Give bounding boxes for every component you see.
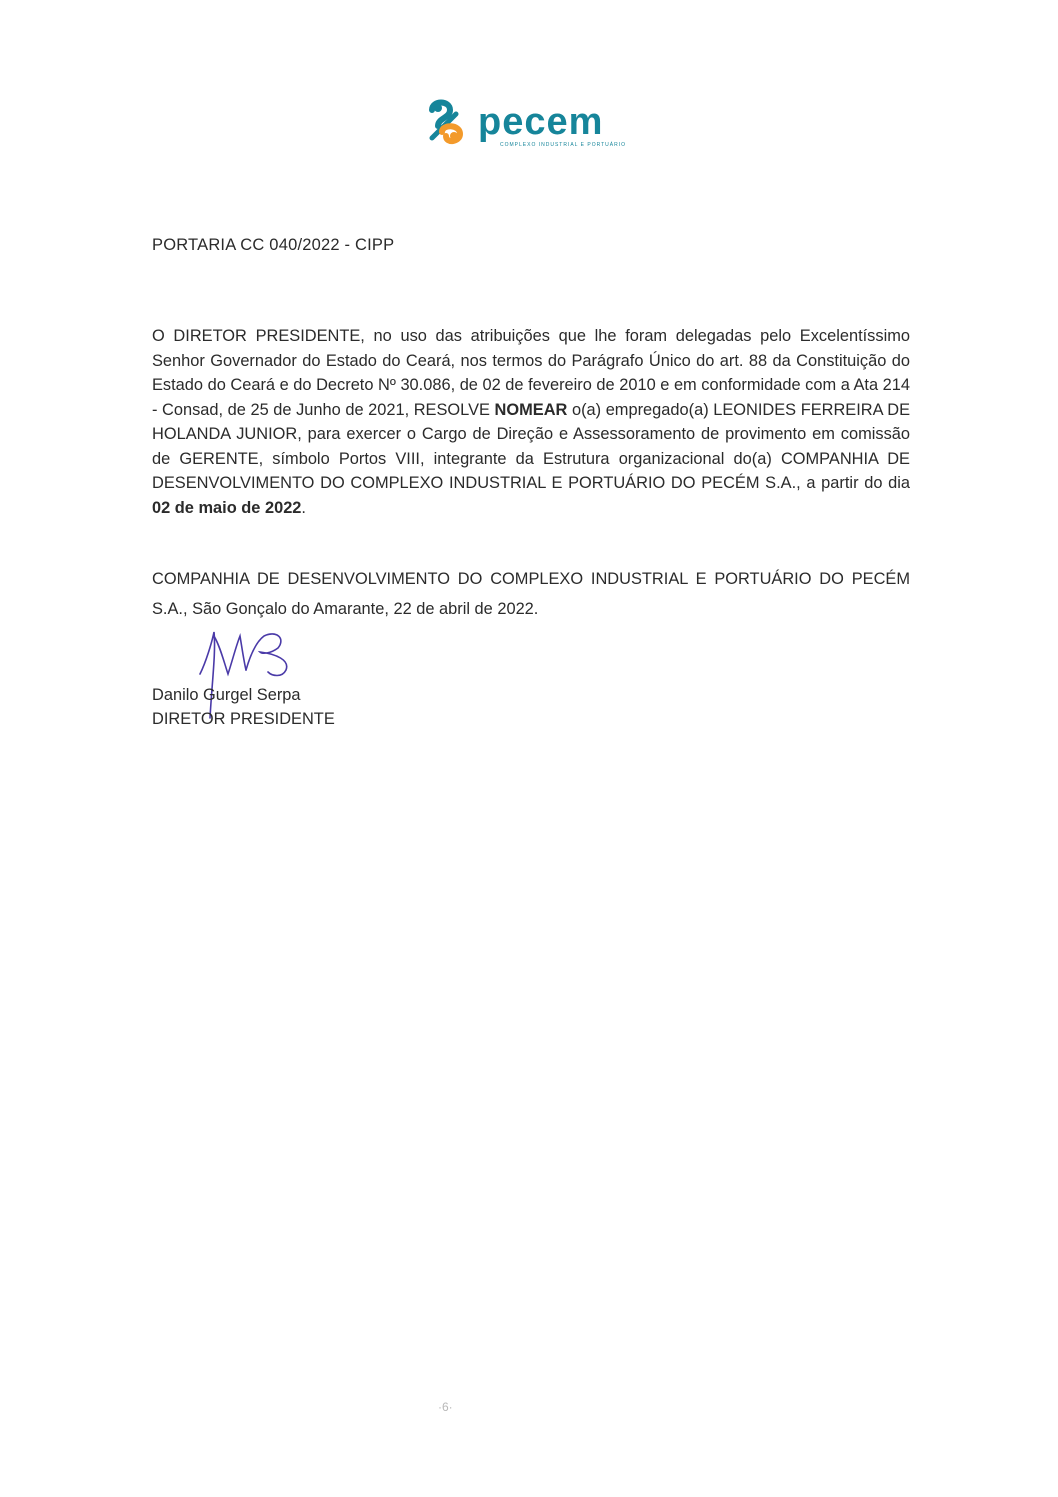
logo-wordmark: pecem xyxy=(478,101,604,143)
page-mark: ·6· xyxy=(438,1400,453,1414)
pecem-logo xyxy=(426,96,636,156)
closing-paragraph: COMPANHIA DE DESENVOLVIMENTO DO COMPLEXO INDUSTRIAL E PORTUÁRIO DO PECÉM S.A., São Gonçalo do Amarante, 22 de abril de 2022. xyxy=(152,570,910,618)
resolution-emphasis-date: 02 de maio de 2022 xyxy=(152,498,302,517)
resolution-emphasis-nomear: NOMEAR xyxy=(494,400,568,419)
document-title: PORTARIA CC 040/2022 - CIPP xyxy=(152,236,395,254)
logo-tagline: COMPLEXO INDUSTRIAL E PORTUÁRIO xyxy=(500,142,627,148)
resolution-text-part3: . xyxy=(301,498,306,517)
resolution-paragraph xyxy=(152,324,910,520)
signer-role: DIRETOR PRESIDENTE xyxy=(152,710,335,728)
signer-name: Danilo Gurgel Serpa xyxy=(152,686,301,704)
pecem-logo-icon xyxy=(426,96,636,156)
resolution-text-part1: O DIRETOR PRESIDENTE, no uso das atribuições que lhe foram delegadas pelo Excelentíssimo Senhor Governador do Estado do Ceará, nos termos do Parágrafo Único do art. 88 da Constituição do Estado do Ceará e do Decreto Nº 30.086, de 02 de fevereiro de 2010 e em conformidade com a Ata 214 - Consad, de 25 de Junho de 2021, RESOLVE xyxy=(152,327,910,419)
resolution-text-part2: o(a) empregado(a) LEONIDES FERREIRA DE HOLANDA JUNIOR, para exercer o Cargo de Direção e Assessoramento de provimento em comissão de GERENTE, símbolo Portos VIII, integrante da Estrutura organizacional do(a) COMPANHIA DE DESENVOLVIMENTO DO COMPLEXO INDUSTRIAL E PORTUÁRIO DO PECÉM S.A., a partir do dia xyxy=(152,400,911,492)
